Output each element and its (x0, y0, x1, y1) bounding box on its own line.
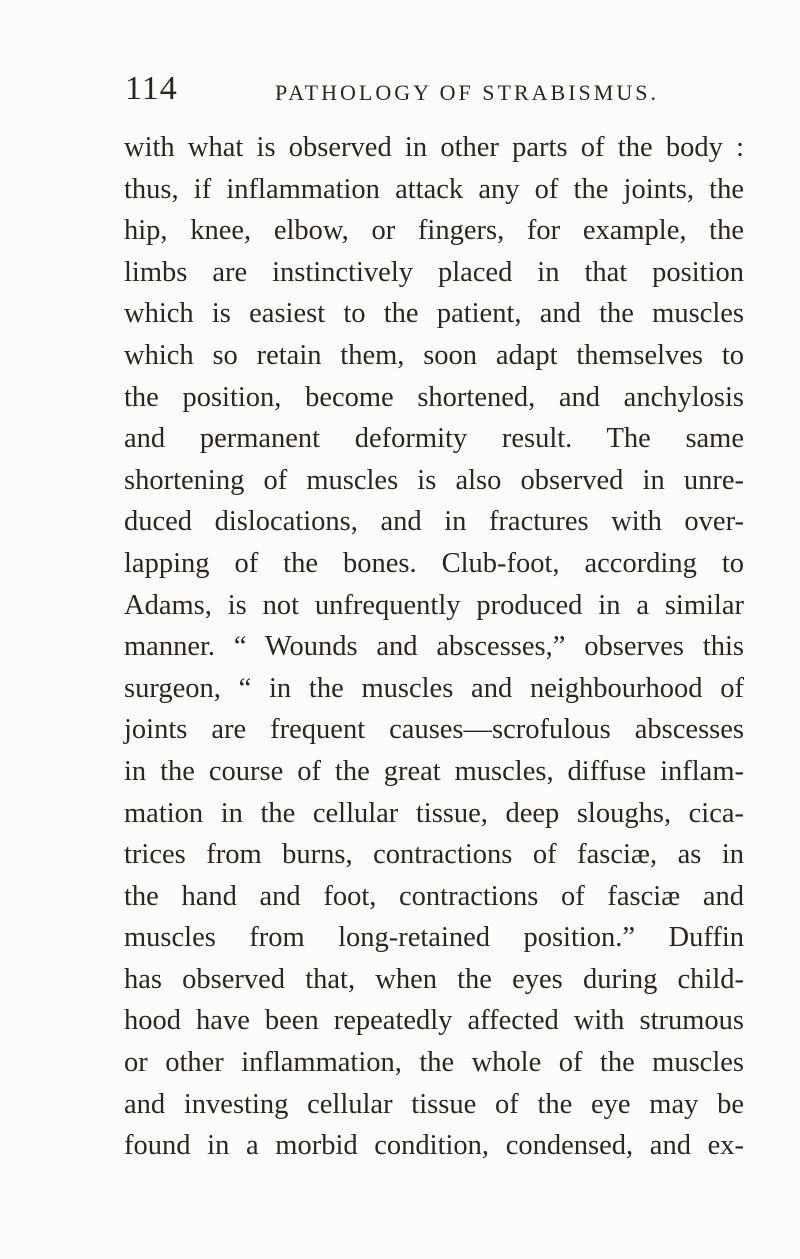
body-text (124, 127, 744, 1167)
text-line: manner. “ Wounds and abscesses,” observes this (124, 631, 744, 663)
text-line: with what is observed in other parts of the body : (124, 132, 744, 163)
text-line: muscles from long-retained position.” Duffin (124, 922, 744, 954)
text-line: found in a morbid condition, condensed, and ex- (124, 1130, 744, 1162)
text-line: hood have been repeatedly affected with strumous (124, 1005, 744, 1037)
text-line: Adams, is not unfrequently produced in a similar (124, 589, 744, 621)
text-line: duced dislocations, and in fractures with over- (124, 506, 744, 538)
text-line: has observed that, when the eyes during child- (124, 963, 744, 995)
text-line: limbs are instinctively placed in that position (124, 256, 744, 288)
text-line: or other inflammation, the whole of the muscles (124, 1047, 744, 1079)
text-line: trices from burns, contractions of fasciæ, as in (124, 839, 744, 871)
text-line: hip, knee, elbow, or fingers, for example, the (124, 215, 744, 247)
page-header (125, 70, 725, 110)
text-line: and investing cellular tissue of the eye may be (124, 1088, 744, 1120)
text-line: in the course of the great muscles, diffuse inflam- (124, 755, 744, 787)
text-line: the hand and foot, contractions of fasciæ and (124, 880, 744, 912)
text-line: lapping of the bones. Club-foot, according to (124, 547, 744, 579)
page-number: 114 (125, 70, 178, 107)
text-line: joints are frequent causes—scrofulous abscesses (124, 714, 744, 746)
text-line: thus, if inflammation attack any of the joints, the (124, 173, 744, 205)
running-title: PATHOLOGY OF STRABISMUS. (275, 80, 659, 105)
text-line: mation in the cellular tissue, deep sloughs, cica- (124, 797, 744, 829)
text-line: shortening of muscles is also observed in unre- (124, 464, 744, 496)
text-line: the position, become shortened, and anchylosis (124, 381, 744, 413)
text-line: surgeon, “ in the muscles and neighbourhood of (124, 672, 744, 704)
text-line: which is easiest to the patient, and the muscles (124, 298, 744, 330)
text-line: which so retain them, soon adapt themselves to (124, 339, 744, 371)
text-line: and permanent deformity result. The same (124, 423, 744, 455)
